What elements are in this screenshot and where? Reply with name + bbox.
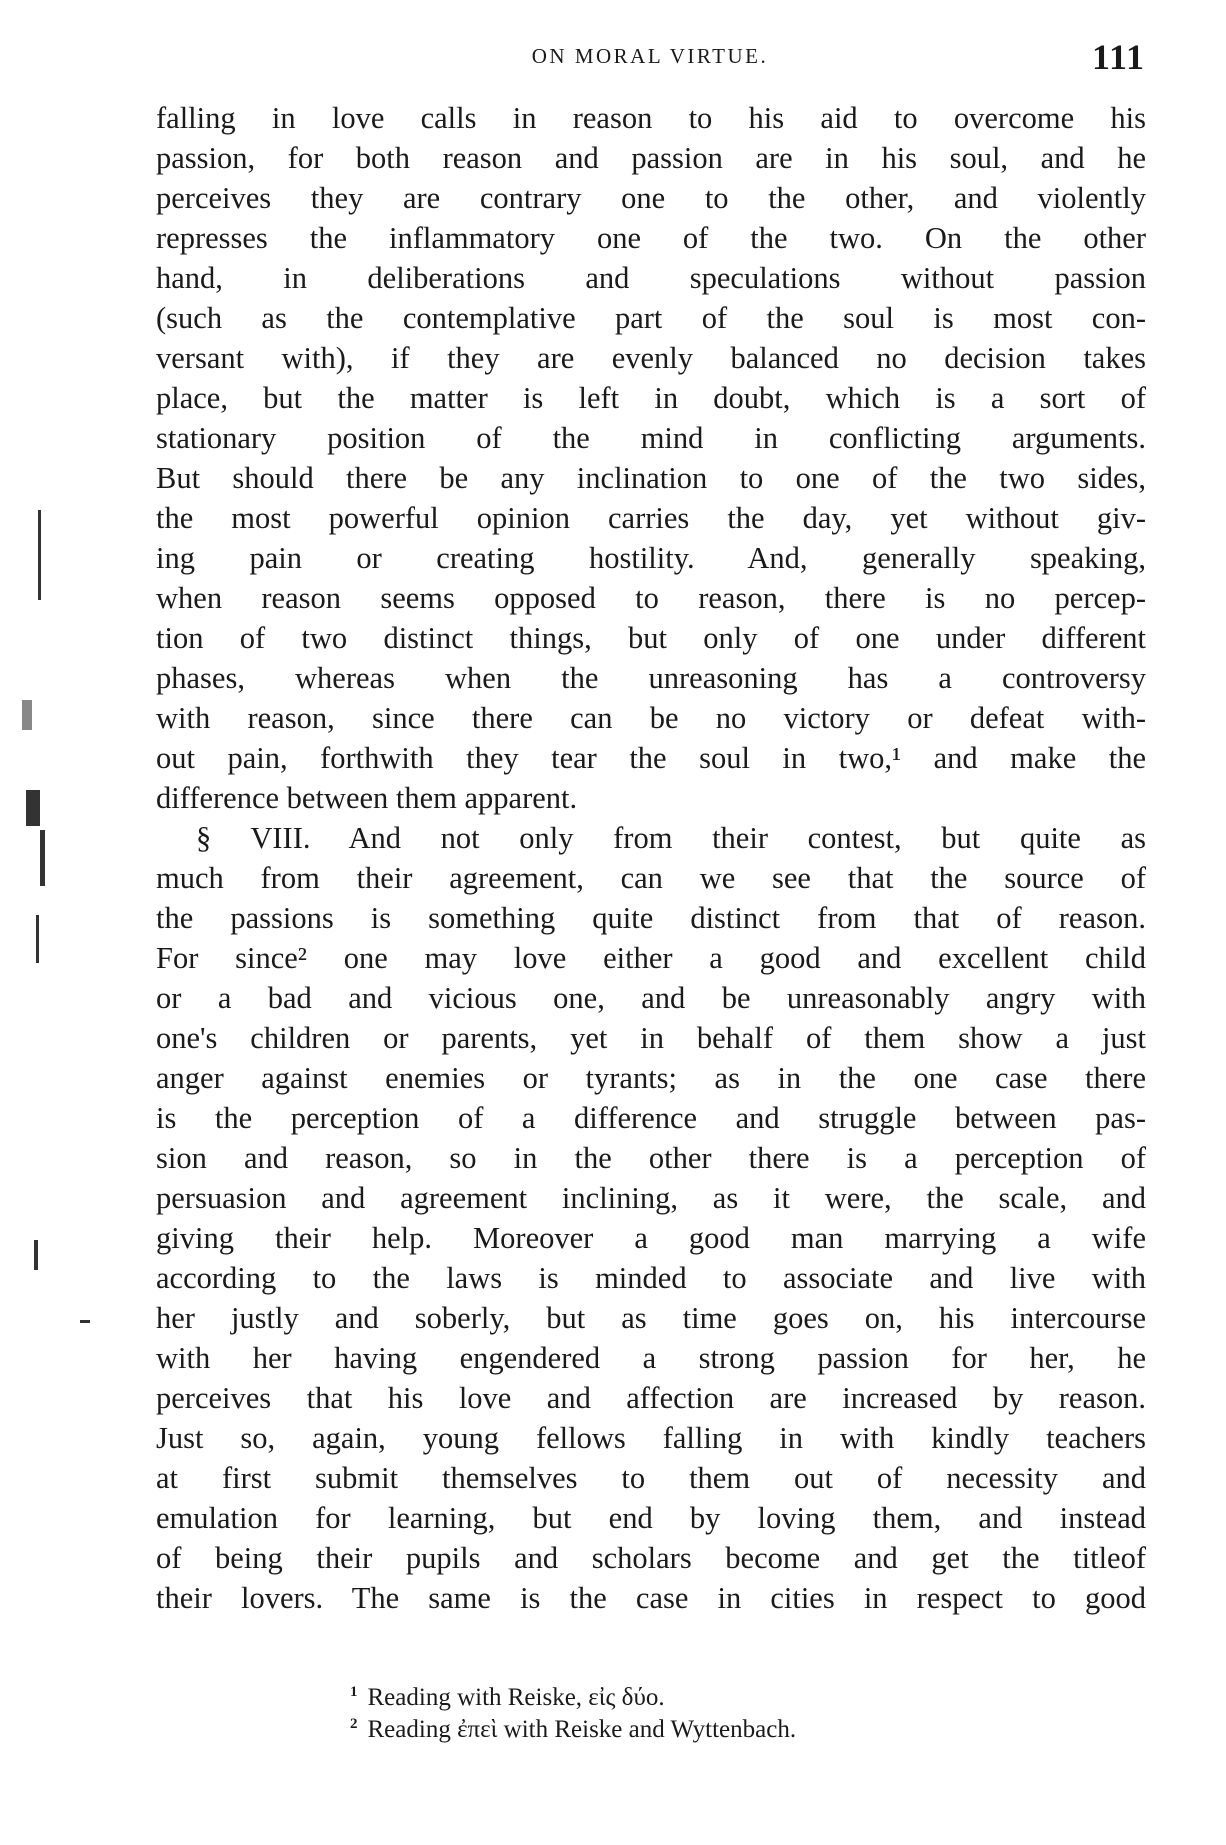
text-line: her justly and soberly, but as time goes on, his intercourse — [156, 1301, 1146, 1335]
scan-margin-artifacts — [0, 0, 110, 1845]
text-line: when reason seems opposed to reason, there is no percep- — [156, 581, 1146, 615]
text-line: represses the inflammatory one of the two. On the other — [156, 221, 1146, 255]
text-line: difference between them apparent. — [156, 781, 578, 815]
text-line: much from their agreement, can we see that the source of — [156, 861, 1146, 895]
text-line: persuasion and agreement inclining, as it were, the scale, and — [156, 1181, 1146, 1215]
text-line: the most powerful opinion carries the day, yet without giv- — [156, 501, 1146, 535]
text-line: stationary position of the mind in conflicting arguments. — [156, 421, 1146, 455]
text-line: of being their pupils and scholars become and get the titleof — [156, 1541, 1146, 1575]
text-line: their lovers. The same is the case in cities in respect to good — [156, 1581, 1146, 1615]
text-line: out pain, forthwith they tear the soul in two,¹ and make the — [156, 741, 1146, 775]
text-line: with reason, since there can be no victory or defeat with- — [156, 701, 1146, 735]
footnote — [350, 1708, 1050, 1743]
footnote-marker: 2 — [350, 1716, 358, 1732]
text-line: versant with), if they are evenly balanced no decision takes — [156, 341, 1146, 375]
text-line: according to the laws is minded to associate and live with — [156, 1261, 1146, 1295]
footnote — [350, 1676, 1050, 1711]
text-line: Just so, again, young fellows falling in with kindly teachers — [156, 1421, 1146, 1455]
text-line: the passions is something quite distinct from that of reason. — [156, 901, 1146, 935]
text-line: giving their help. Moreover a good man marrying a wife — [156, 1221, 1146, 1255]
text-line: anger against enemies or tyrants; as in the one case there — [156, 1061, 1146, 1095]
text-line: For since² one may love either a good and excellent child — [156, 941, 1146, 975]
footnote-marker: 1 — [350, 1684, 358, 1700]
running-title: ON MORAL VIRTUE. — [531, 44, 769, 68]
text-line: (such as the contemplative part of the soul is most con- — [156, 301, 1146, 335]
text-line: perceives they are contrary one to the other, and violently — [156, 181, 1146, 215]
footnote-text: Reading ἐπεὶ with Reiske and Wyttenbach. — [367, 1716, 797, 1743]
body-text — [156, 98, 1146, 1618]
text-line: perceives that his love and affection are increased by reason. — [156, 1381, 1146, 1415]
text-line: passion, for both reason and passion are in his soul, and he — [156, 141, 1146, 175]
text-line: is the perception of a difference and struggle between pas- — [156, 1101, 1146, 1135]
page-number: 111 — [1091, 37, 1145, 77]
text-line: But should there be any inclination to one of the two sides, — [156, 461, 1146, 495]
text-line: hand, in deliberations and speculations without passion — [156, 261, 1146, 295]
text-line: ing pain or creating hostility. And, generally speaking, — [156, 541, 1146, 575]
text-line: tion of two distinct things, but only of one under different — [156, 621, 1146, 655]
text-line: emulation for learning, but end by loving them, and instead — [156, 1501, 1146, 1535]
footnote-text: Reading with Reiske, εἰς δύο. — [367, 1684, 665, 1711]
text-line: place, but the matter is left in doubt, which is a sort of — [156, 381, 1146, 415]
text-line: § VIII. And not only from their contest, but quite as — [196, 821, 1146, 855]
text-line: with her having engendered a strong passion for her, he — [156, 1341, 1146, 1375]
text-line: falling in love calls in reason to his aid to overcome his — [156, 101, 1146, 135]
text-line: sion and reason, so in the other there is a perception of — [156, 1141, 1146, 1175]
text-line: at first submit themselves to them out of necessity and — [156, 1461, 1146, 1495]
text-line: phases, whereas when the unreasoning has a controversy — [156, 661, 1146, 695]
footnotes — [350, 1676, 1050, 1743]
text-line: one's children or parents, yet in behalf of them show a just — [156, 1021, 1146, 1055]
text-line: or a bad and vicious one, and be unreasonably angry with — [156, 981, 1146, 1015]
running-head — [155, 36, 1145, 86]
